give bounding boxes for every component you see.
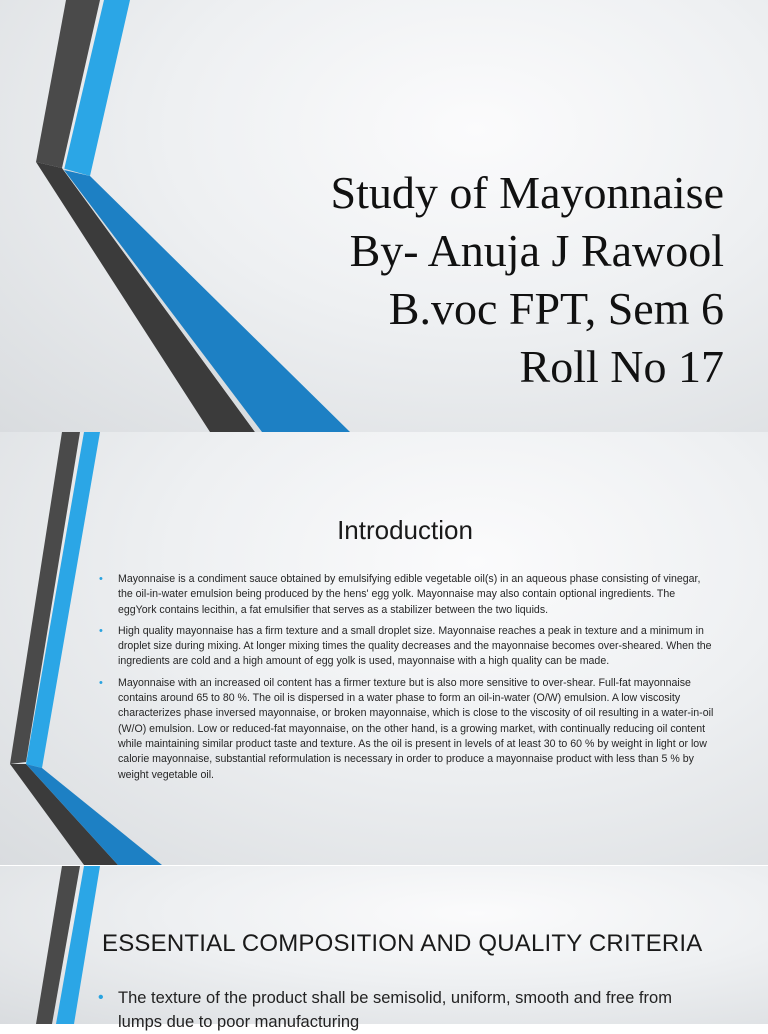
- bullet-text: High quality mayonnaise has a firm texture and a small droplet size. Mayonnaise reaches a peak in texture and a minimum in droplet size during mixing. At longer mixing times the quality decreases and the mayonnaise becomes over-sheared. When the ingredients are cold and a high amount of egg yolk is used, mayonnaise with a high quality can be made.: [118, 624, 712, 668]
- white-separator: [62, 168, 262, 432]
- bullet-text: The texture of the product shall be semisolid, uniform, smooth and free from lumps due to poor manufacturing: [118, 989, 672, 1031]
- bullet-icon: •: [99, 573, 103, 585]
- gray-ribbon-lower: [36, 162, 255, 432]
- list-item: [98, 986, 698, 1034]
- title-line-2: By- Anuja J Rawool: [349, 225, 724, 276]
- list-item: [98, 624, 716, 670]
- title-line-4: Roll No 17: [519, 341, 724, 392]
- title-line-3: B.voc FPT, Sem 6: [388, 283, 724, 334]
- title-slide: [0, 0, 768, 432]
- introduction-bullet-list: [98, 572, 716, 789]
- title-block: [330, 164, 724, 396]
- composition-bullet-list: [98, 986, 698, 1034]
- list-item: [98, 572, 716, 618]
- bullet-icon: •: [99, 624, 103, 637]
- bullet-icon: •: [99, 676, 103, 689]
- bullet-text: Mayonnaise is a condiment sauce obtained by emulsifying edible vegetable oil(s) in an aqueous phase consisting of vinegar, the oil-in-water emulsion being produced by the hens' egg yolk. Mayonnaise may also contain optional ingredients. The eggYork contains lecithin, a fat emulsifier that serves as a stabilizer between the two liquids.: [118, 573, 701, 616]
- list-item: [98, 676, 716, 783]
- introduction-heading: Introduction: [337, 515, 473, 545]
- bullet-text: Mayonnaise with an increased oil content has a firmer texture but is also more sensitive to over-shear. Full-fat mayonnaise contains around 65 to 80 %. The oil is dispersed in a water phase to form an oil-in-water (O/W) emulsion. A low viscosity characterizes phase inversed mayonnaise, or broken mayonnaise, which is close to the viscosity of oil resulting in a water-in-oil (W/O) emulsion. Low or reduced-fat mayonnaise, on the other hand, is a growing market, with continually reducing oil content while maintaining similar product taste and texture. As the oil is present in levels of at least 30 to 60 % by weight in light or low calorie mayonnaise, substantial reformulation is necessary in order to produce a mayonnaise product with less than 5 % by weight vegetable oil.: [118, 676, 714, 781]
- bullet-icon: •: [98, 989, 104, 1006]
- title-line-1: Study of Mayonnaise: [330, 167, 724, 218]
- composition-heading: ESSENTIAL COMPOSITION AND QUALITY CRITERIA: [102, 930, 703, 957]
